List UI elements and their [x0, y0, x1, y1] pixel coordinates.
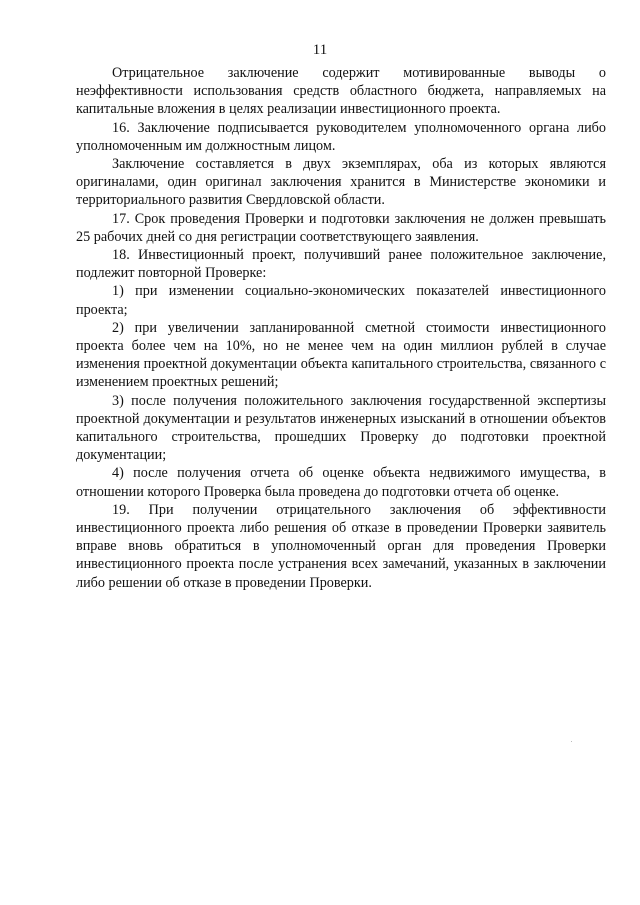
- document-body: [76, 64, 606, 592]
- scan-speck: [571, 741, 572, 742]
- list-item-3: 3) после получения положительного заключения государственной экспертизы проектной документации и результатов инженерных изысканий в отношении объектов капитального строительства, прошедших Проверку до подготовки проектной документации;: [76, 392, 606, 464]
- paragraph-copies: Заключение составляется в двух экземплярах, оба из которых являются оригиналами, один оригинал заключения хранится в Министерстве экономики и территориального развития Свердловской области.: [76, 156, 606, 209]
- paragraph-18: 18. Инвестиционный проект, получивший ранее положительное заключение, подлежит повторной Проверке:: [76, 247, 606, 282]
- list-item-2: 2) при увеличении запланированной сметной стоимости инвестиционного проекта более чем на 10%, но не менее чем на один миллион рублей в случае изменения проектной документации объекта капитального строительства, связанного с изменением проектных решений;: [76, 319, 606, 391]
- list-item-4: 4) после получения отчета об оценке объекта недвижимого имущества, в отношении которого Проверка была проведена до подготовки отчета об оценке.: [76, 465, 606, 500]
- paragraph-17: 17. Срок проведения Проверки и подготовки заключения не должен превышать 25 рабочих дней со дня регистрации соответствующего заявления.: [76, 210, 606, 245]
- list-item-1: 1) при изменении социально-экономических показателей инвестиционного проекта;: [76, 283, 606, 318]
- paragraph-19: 19. При получении отрицательного заключения об эффективности инвестиционного проекта либо решения об отказе в проведении Проверки заявитель вправе вновь обратиться в уполномоченный орган для проведения Проверки инвестиционного проекта после устранения всех замечаний, указанных в заключении либо решении об отказе в проведении Проверки.: [76, 501, 606, 591]
- paragraph-16: 16. Заключение подписывается руководителем уполномоченного органа либо уполномоченным им должностным лицом.: [76, 119, 606, 154]
- page-number: 11: [312, 42, 328, 58]
- paragraph-negative-conclusion: Отрицательное заключение содержит мотивированные выводы о неэффективности использования средств областного бюджета, направляемых на капитальные вложения в целях реализации инвестиционного проекта.: [76, 65, 606, 118]
